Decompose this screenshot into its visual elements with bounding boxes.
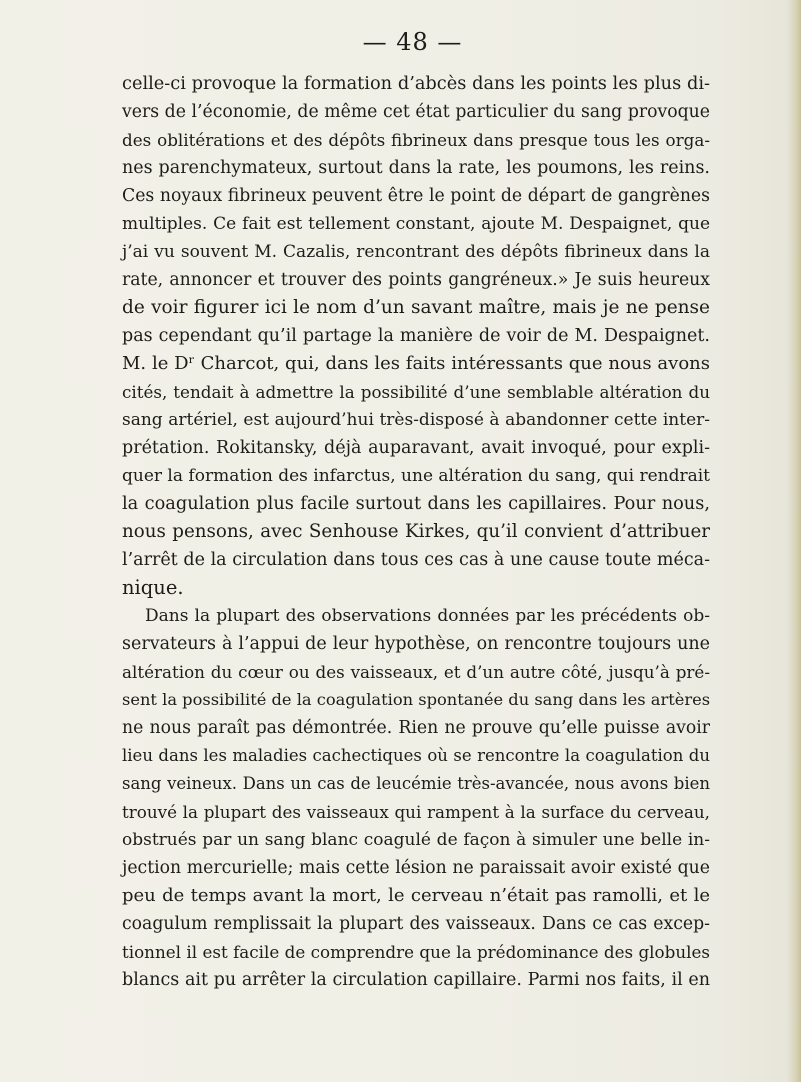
text-line: nous pensons, avec Senhouse Kirkes, qu’il convient d’attribuer [122,521,710,542]
text-line: des oblitérations et des dépôts fibrineux dans presque tous les orga- [122,130,710,150]
text-line: coagulum remplissait la plupart des vaisseaux. Dans ce cas excep- [122,914,710,934]
text-line: multiples. Ce fait est tellement constant, ajoute M. Despaignet, que [122,214,710,234]
text-line: altération du cœur ou des vaisseaux, et d’un autre côté, jusqu’à pré- [122,662,710,682]
text-line: Ces noyaux fibrineux peuvent être le point de départ de gangrènes [122,186,710,206]
text-line: de voir figurer ici le nom d’un savant maître, mais je ne pense [122,297,710,318]
page-edge-shadow [787,0,801,1082]
text-line: obstrués par un sang blanc coagulé de façon à simuler une belle in- [122,830,710,850]
body-text [122,70,710,994]
text-line: M. le Dʳ Charcot, qui, dans les faits intéressants que nous avons [122,353,710,374]
text-line: celle-ci provoque la formation d’abcès dans les points les plus di- [122,74,710,94]
page-number: — 48 — [362,28,463,56]
text-line: sang veineux. Dans un cas de leucémie très-avancée, nous avons bien [122,774,710,793]
text-line: cités, tendait à admettre la possibilité d’une semblable altération du [122,382,710,402]
text-line: blancs ait pu arrêter la circulation capillaire. Parmi nos faits, il en [122,970,710,990]
text-line: vers de l’économie, de même cet état particulier du sang provoque [122,102,710,122]
text-line: servateurs à l’appui de leur hypothèse, on rencontre toujours une [122,634,710,654]
text-line: la coagulation plus facile surtout dans les capillaires. Pour nous, [122,494,710,514]
text-line: pas cependant qu’il partage la manière de voir de M. Despaignet. [122,326,710,346]
text-line: quer la formation des infarctus, une altération du sang, qui rendrait [122,466,710,486]
text-line: prétation. Rokitansky, déjà auparavant, avait invoqué, pour expli- [122,438,710,458]
text-line: lieu dans les maladies cachectiques où se rencontre la coagulation du [122,746,710,765]
text-line: ne nous paraît pas démontrée. Rien ne prouve qu’elle puisse avoir [122,718,710,738]
text-line: trouvé la plupart des vaisseaux qui rampent à la surface du cerveau, [122,802,710,822]
text-line: sent la possibilité de la coagulation spontanée du sang dans les artères [122,690,711,709]
text-line: nes parenchymateux, surtout dans la rate, les poumons, les reins. [122,158,710,178]
paragraph-start-line: Dans la plupart des observations données par les précédents ob- [145,606,710,626]
text-line: j’ai vu souvent M. Cazalis, rencontrant des dépôts fibrineux dans la [122,242,710,262]
text-line: rate, annoncer et trouver des points gangréneux.» Je suis heureux [122,270,710,290]
text-line: sang artériel, est aujourd’hui très-disposé à abandonner cette inter- [122,410,710,430]
text-line: peu de temps avant la mort, le cerveau n’était pas ramolli, et le [122,885,710,906]
text-line: jection mercurielle; mais cette lésion ne paraissait avoir existé que [122,858,710,878]
text-line: tionnel il est facile de comprendre que la prédominance des globules [122,942,710,962]
text-line: l’arrêt de la circulation dans tous ces cas à une cause toute méca- [122,550,710,570]
paragraph-end-line: nique. [122,576,184,599]
